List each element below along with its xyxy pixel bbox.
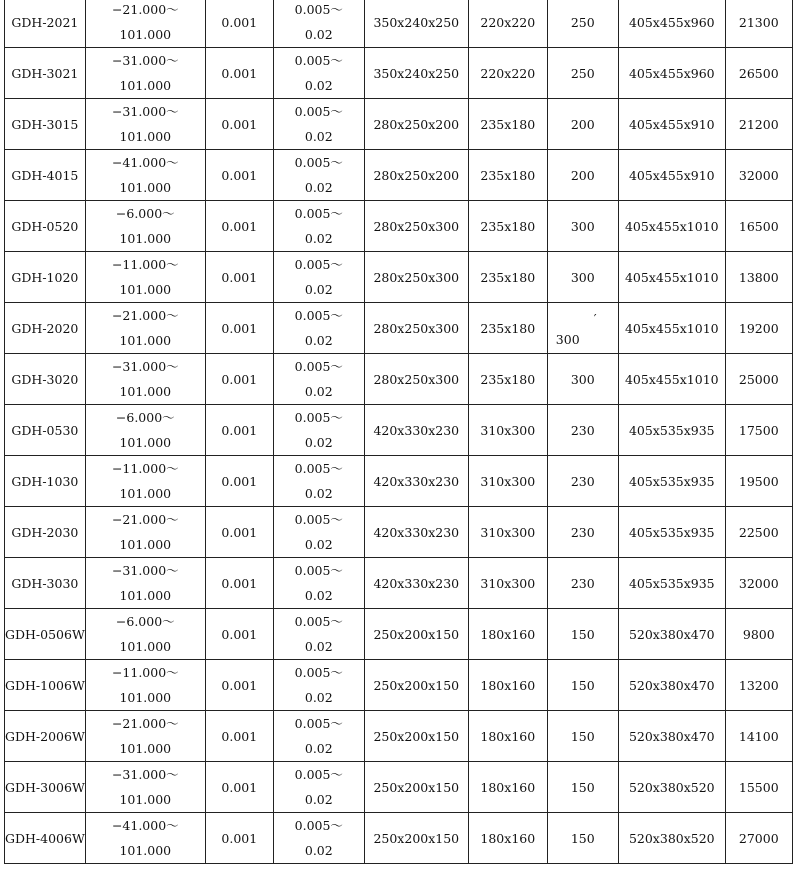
table-row [5,507,793,558]
model-cell: GDH-0506W [5,609,86,660]
volume-mark: ′ [593,311,597,326]
door-size-cell: 235x180 [468,303,547,354]
volume-cell: 150 [547,762,618,813]
temperature-range-cell-line1: −11.000～ [111,257,179,272]
door-size-cell: 220x220 [468,0,547,48]
accuracy-cell-line1: 0.005～ [294,767,343,782]
price-cell: 14100 [725,711,792,762]
temperature-range-cell-line1: −21.000～ [111,308,179,323]
temperature-range-cell-line1: −41.000～ [111,818,179,833]
accuracy-cell-line2: 0.02 [304,486,333,501]
model-cell: GDH-3020 [5,354,86,405]
temperature-range-cell [85,507,205,558]
table-row [5,201,793,252]
accuracy-cell-line1: 0.005～ [294,614,343,629]
door-size-cell: 310x300 [468,507,547,558]
accuracy-cell-line2: 0.02 [304,27,333,42]
model-cell: GDH-3015 [5,99,86,150]
temperature-range-cell-line2: 101.000 [119,741,172,756]
outer-size-cell: 405x535x935 [618,405,725,456]
price-cell: 22500 [725,507,792,558]
door-size-cell: 235x180 [468,201,547,252]
accuracy-cell-line1: 0.005～ [294,818,343,833]
door-size-cell: 235x180 [468,99,547,150]
accuracy-cell-line1: 0.005～ [294,461,343,476]
price-cell: 9800 [725,609,792,660]
door-size-cell: 220x220 [468,48,547,99]
inner-size-cell: 250x200x150 [364,609,468,660]
temperature-range-cell [85,354,205,405]
accuracy-cell-line2: 0.02 [304,792,333,807]
spec-table-body [5,0,793,864]
outer-size-cell: 405x455x910 [618,150,725,201]
accuracy-cell [273,252,364,303]
accuracy-cell [273,354,364,405]
table-row [5,456,793,507]
accuracy-cell-line1: 0.005～ [294,257,343,272]
price-cell: 17500 [725,405,792,456]
table-row [5,405,793,456]
temperature-range-cell-line2: 101.000 [119,588,172,603]
resolution-cell: 0.001 [205,762,273,813]
inner-size-cell: 280x250x300 [364,252,468,303]
volume-cell: 300 [547,354,618,405]
temperature-range-cell-line2: 101.000 [119,78,172,93]
door-size-cell: 180x160 [468,762,547,813]
outer-size-cell: 520x380x470 [618,711,725,762]
resolution-cell: 0.001 [205,456,273,507]
temperature-range-cell-line2: 101.000 [119,180,172,195]
resolution-cell: 0.001 [205,813,273,864]
model-cell: GDH-0530 [5,405,86,456]
outer-size-cell: 520x380x520 [618,813,725,864]
accuracy-cell [273,201,364,252]
inner-size-cell: 250x200x150 [364,660,468,711]
temperature-range-cell [85,150,205,201]
outer-size-cell: 520x380x470 [618,660,725,711]
resolution-cell: 0.001 [205,660,273,711]
outer-size-cell: 405x455x1010 [618,354,725,405]
temperature-range-cell-line1: −31.000～ [111,53,179,68]
inner-size-cell: 280x250x300 [364,201,468,252]
accuracy-cell-line2: 0.02 [304,129,333,144]
accuracy-cell-line1: 0.005～ [294,2,343,17]
outer-size-cell: 405x535x935 [618,507,725,558]
temperature-range-cell-line1: −31.000～ [111,563,179,578]
table-row [5,150,793,201]
temperature-range-cell-line1: −31.000～ [111,104,179,119]
inner-size-cell: 280x250x300 [364,303,468,354]
temperature-range-cell [85,252,205,303]
door-size-cell: 180x160 [468,711,547,762]
temperature-range-cell [85,813,205,864]
temperature-range-cell [85,456,205,507]
accuracy-cell-line1: 0.005～ [294,665,343,680]
model-cell: GDH-4006W [5,813,86,864]
accuracy-cell [273,150,364,201]
volume-cell: 250 [547,48,618,99]
price-cell: 21300 [725,0,792,48]
temperature-range-cell-line1: −21.000～ [111,512,179,527]
resolution-cell: 0.001 [205,558,273,609]
temperature-range-cell [85,303,205,354]
temperature-range-cell-line2: 101.000 [119,690,172,705]
volume-cell: 150 [547,711,618,762]
table-row [5,303,793,354]
model-cell: GDH-2030 [5,507,86,558]
outer-size-cell: 405x455x910 [618,99,725,150]
inner-size-cell: 280x250x300 [364,354,468,405]
model-cell: GDH-1006W [5,660,86,711]
temperature-range-cell-line1: −21.000～ [111,716,179,731]
accuracy-cell-line2: 0.02 [304,741,333,756]
model-cell: GDH-0520 [5,201,86,252]
price-cell: 25000 [725,354,792,405]
temperature-range-cell-line1: −31.000～ [111,767,179,782]
accuracy-cell [273,711,364,762]
accuracy-cell-line1: 0.005～ [294,206,343,221]
volume-value: 300 [555,332,580,347]
accuracy-cell-line2: 0.02 [304,78,333,93]
accuracy-cell [273,99,364,150]
accuracy-cell [273,405,364,456]
temperature-range-cell [85,48,205,99]
accuracy-cell-line2: 0.02 [304,690,333,705]
resolution-cell: 0.001 [205,711,273,762]
table-row [5,609,793,660]
table-row [5,0,793,48]
model-cell: GDH-3030 [5,558,86,609]
outer-size-cell: 405x455x960 [618,0,725,48]
table-row [5,48,793,99]
resolution-cell: 0.001 [205,405,273,456]
resolution-cell: 0.001 [205,150,273,201]
accuracy-cell-line2: 0.02 [304,435,333,450]
price-cell: 27000 [725,813,792,864]
temperature-range-cell-line2: 101.000 [119,537,172,552]
accuracy-cell [273,507,364,558]
volume-cell: 230 [547,507,618,558]
model-cell: GDH-2006W [5,711,86,762]
outer-size-cell: 405x535x935 [618,558,725,609]
temperature-range-cell-line1: −6.000～ [115,614,175,629]
price-cell: 13200 [725,660,792,711]
outer-size-cell: 405x455x1010 [618,201,725,252]
temperature-range-cell-line1: −6.000～ [115,410,175,425]
inner-size-cell: 420x330x230 [364,456,468,507]
accuracy-cell-line1: 0.005～ [294,155,343,170]
resolution-cell: 0.001 [205,354,273,405]
volume-cell: 200 [547,150,618,201]
accuracy-cell [273,48,364,99]
temperature-range-cell-line1: −31.000～ [111,359,179,374]
inner-size-cell: 350x240x250 [364,0,468,48]
model-cell: GDH-1020 [5,252,86,303]
volume-cell [547,303,618,354]
resolution-cell: 0.001 [205,252,273,303]
inner-size-cell: 280x250x200 [364,99,468,150]
volume-cell: 300 [547,201,618,252]
temperature-range-cell-line2: 101.000 [119,435,172,450]
temperature-range-cell-line2: 101.000 [119,282,172,297]
accuracy-cell [273,0,364,48]
model-cell: GDH-3006W [5,762,86,813]
accuracy-cell-line1: 0.005～ [294,563,343,578]
inner-size-cell: 250x200x150 [364,813,468,864]
accuracy-cell-line2: 0.02 [304,282,333,297]
temperature-range-cell-line1: −6.000～ [115,206,175,221]
inner-size-cell: 250x200x150 [364,711,468,762]
price-cell: 13800 [725,252,792,303]
inner-size-cell: 420x330x230 [364,405,468,456]
table-row [5,711,793,762]
temperature-range-cell-line1: −11.000～ [111,665,179,680]
outer-size-cell: 405x455x1010 [618,303,725,354]
accuracy-cell-line2: 0.02 [304,843,333,858]
accuracy-cell-line1: 0.005～ [294,104,343,119]
accuracy-cell-line2: 0.02 [304,180,333,195]
accuracy-cell [273,558,364,609]
accuracy-cell-line2: 0.02 [304,231,333,246]
model-cell: GDH-4015 [5,150,86,201]
door-size-cell: 235x180 [468,354,547,405]
temperature-range-cell-line2: 101.000 [119,792,172,807]
resolution-cell: 0.001 [205,0,273,48]
temperature-range-cell-line2: 101.000 [119,333,172,348]
accuracy-cell [273,813,364,864]
resolution-cell: 0.001 [205,507,273,558]
temperature-range-cell-line2: 101.000 [119,384,172,399]
door-size-cell: 180x160 [468,609,547,660]
volume-cell: 300 [547,252,618,303]
volume-cell: 250 [547,0,618,48]
model-cell: GDH-3021 [5,48,86,99]
spec-table [4,0,793,864]
temperature-range-cell [85,660,205,711]
inner-size-cell: 250x200x150 [364,762,468,813]
inner-size-cell: 420x330x230 [364,558,468,609]
accuracy-cell-line2: 0.02 [304,588,333,603]
outer-size-cell: 405x535x935 [618,456,725,507]
table-row [5,762,793,813]
temperature-range-cell [85,0,205,48]
accuracy-cell [273,609,364,660]
accuracy-cell-line1: 0.005～ [294,308,343,323]
door-size-cell: 180x160 [468,813,547,864]
accuracy-cell [273,660,364,711]
resolution-cell: 0.001 [205,609,273,660]
temperature-range-cell-line2: 101.000 [119,843,172,858]
accuracy-cell-line2: 0.02 [304,537,333,552]
temperature-range-cell [85,558,205,609]
table-row [5,558,793,609]
outer-size-cell: 520x380x520 [618,762,725,813]
door-size-cell: 310x300 [468,405,547,456]
resolution-cell: 0.001 [205,99,273,150]
door-size-cell: 180x160 [468,660,547,711]
temperature-range-cell-line2: 101.000 [119,639,172,654]
table-row [5,813,793,864]
model-cell: GDH-2020 [5,303,86,354]
resolution-cell: 0.001 [205,48,273,99]
temperature-range-cell [85,99,205,150]
door-size-cell: 310x300 [468,558,547,609]
temperature-range-cell-line2: 101.000 [119,129,172,144]
price-cell: 15500 [725,762,792,813]
accuracy-cell [273,456,364,507]
accuracy-cell-line1: 0.005～ [294,359,343,374]
volume-cell: 150 [547,660,618,711]
price-cell: 19200 [725,303,792,354]
price-cell: 32000 [725,150,792,201]
temperature-range-cell-line2: 101.000 [119,231,172,246]
temperature-range-cell [85,609,205,660]
accuracy-cell-line1: 0.005～ [294,53,343,68]
price-cell: 32000 [725,558,792,609]
resolution-cell: 0.001 [205,303,273,354]
temperature-range-cell-line1: −41.000～ [111,155,179,170]
resolution-cell: 0.001 [205,201,273,252]
volume-cell: 150 [547,609,618,660]
temperature-range-cell [85,405,205,456]
table-row [5,252,793,303]
price-cell: 26500 [725,48,792,99]
price-cell: 21200 [725,99,792,150]
model-cell: GDH-1030 [5,456,86,507]
inner-size-cell: 350x240x250 [364,48,468,99]
price-cell: 16500 [725,201,792,252]
accuracy-cell-line2: 0.02 [304,333,333,348]
volume-cell: 200 [547,99,618,150]
volume-cell: 230 [547,456,618,507]
temperature-range-cell-line2: 101.000 [119,486,172,501]
accuracy-cell-line2: 0.02 [304,384,333,399]
outer-size-cell: 405x455x1010 [618,252,725,303]
temperature-range-cell [85,762,205,813]
door-size-cell: 235x180 [468,252,547,303]
door-size-cell: 310x300 [468,456,547,507]
temperature-range-cell [85,201,205,252]
outer-size-cell: 405x455x960 [618,48,725,99]
accuracy-cell-line1: 0.005～ [294,716,343,731]
accuracy-cell-line1: 0.005～ [294,410,343,425]
volume-cell: 150 [547,813,618,864]
outer-size-cell: 520x380x470 [618,609,725,660]
accuracy-cell [273,303,364,354]
volume-cell: 230 [547,405,618,456]
volume-cell: 230 [547,558,618,609]
accuracy-cell-line2: 0.02 [304,639,333,654]
door-size-cell: 235x180 [468,150,547,201]
temperature-range-cell-line1: −21.000～ [111,2,179,17]
price-cell: 19500 [725,456,792,507]
table-row [5,660,793,711]
accuracy-cell [273,762,364,813]
table-row [5,354,793,405]
temperature-range-cell [85,711,205,762]
accuracy-cell-line1: 0.005～ [294,512,343,527]
temperature-range-cell-line2: 101.000 [119,27,172,42]
table-row [5,99,793,150]
inner-size-cell: 280x250x200 [364,150,468,201]
inner-size-cell: 420x330x230 [364,507,468,558]
temperature-range-cell-line1: −11.000～ [111,461,179,476]
model-cell: GDH-2021 [5,0,86,48]
